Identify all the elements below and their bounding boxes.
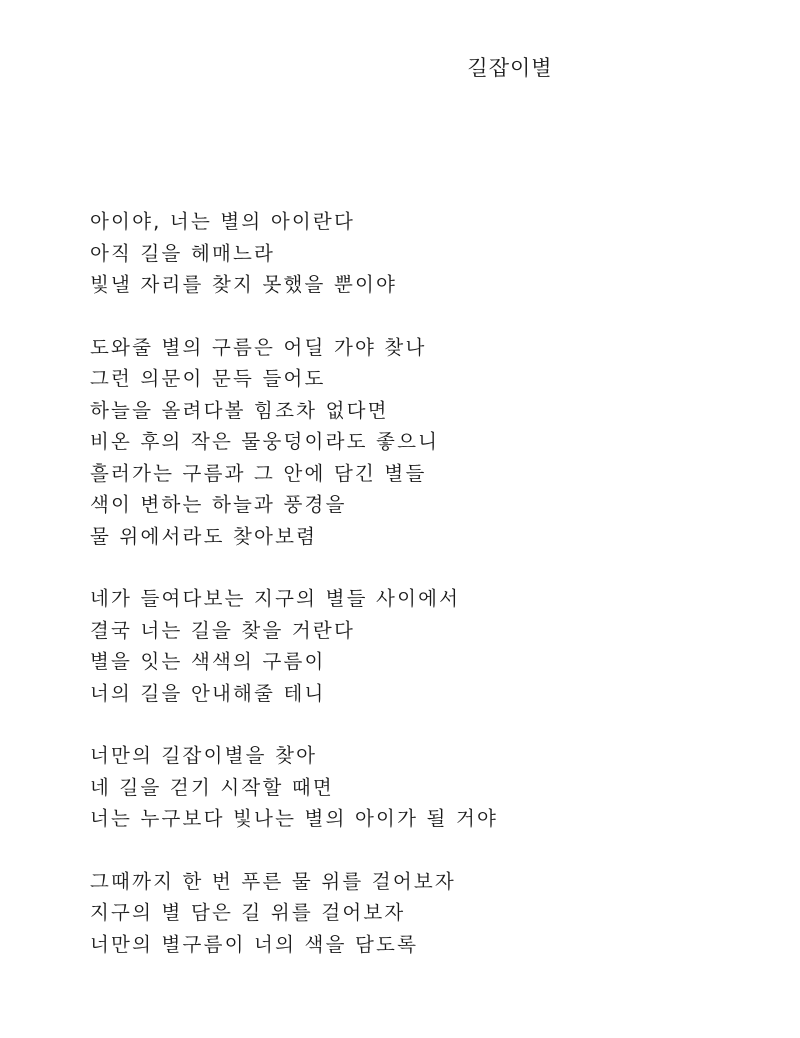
poem-line: 물 위에서라도 찾아보렴 [90,524,318,548]
poem-line: 빛낼 자리를 찾지 못했을 뿐이야 [90,273,398,296]
poem-line: 결국 너는 길을 찾을 거란다 [90,618,356,642]
poem-line: 그런 의문이 문득 들어도 [90,367,326,390]
poem-line: 색이 변하는 하늘과 풍경을 [90,493,347,516]
poem-line: 아직 길을 헤매느라 [90,241,276,265]
poem-line: 흘러가는 구름과 그 안에 담긴 별들 [90,461,427,485]
poem-line: 네 길을 걷기 시작할 때면 [90,775,334,799]
stanza-2 [90,332,770,553]
poem-line: 너만의 길잡이별을 찾아 [90,744,318,767]
poem-body [90,206,770,991]
poem-title: 길잡이별 [467,56,553,80]
poem-line: 비온 후의 작은 물웅덩이라도 좋으니 [90,430,440,453]
poem-line: 지구의 별 담은 길 위를 걸어보자 [90,901,406,924]
poem-line: 너만의 별구름이 너의 색을 담도록 [90,932,419,956]
poem-line: 너의 길을 안내해줄 테니 [90,681,326,705]
stanza-5 [90,866,770,961]
poem-line: 네가 들여다보는 지구의 별들 사이에서 [90,587,461,610]
poem-line: 너는 누구보다 빛나는 별의 아이가 될 거야 [90,807,499,830]
poem-line: 아이야, 너는 별의 아이란다 [90,210,356,233]
stanza-4 [90,740,770,835]
poem-line: 도와줄 별의 구름은 어딜 가야 찾나 [90,335,427,359]
poem-line: 그때까지 한 번 푸른 물 위를 걸어보자 [90,869,456,893]
stanza-1 [90,206,770,301]
stanza-3 [90,583,770,709]
poem-line: 별을 잇는 색색의 구름이 [90,650,326,673]
poem-line: 하늘을 올려다볼 힘조차 없다면 [90,398,389,422]
